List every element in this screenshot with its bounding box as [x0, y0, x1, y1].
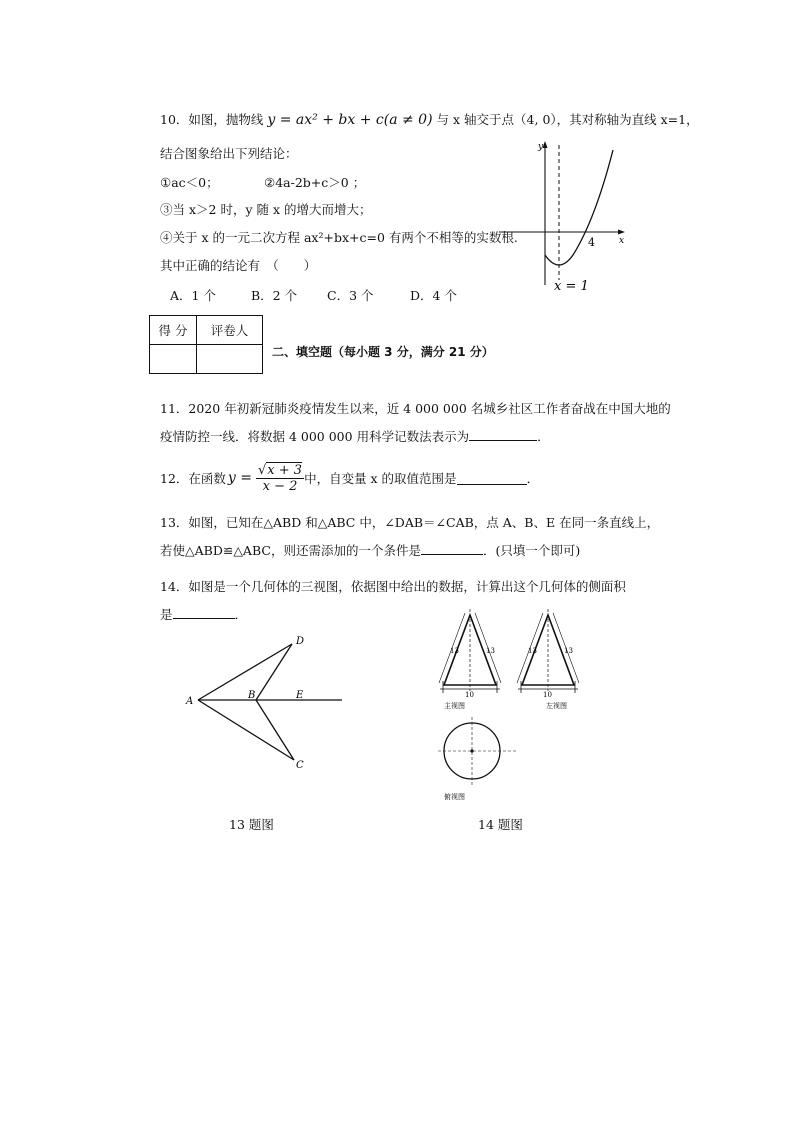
q12-numerator: √x + 3 [258, 462, 303, 478]
q13-answer-blank[interactable] [421, 542, 483, 555]
left-view [517, 609, 579, 699]
q14-end: ． [234, 607, 248, 622]
x-axis-arrow [618, 230, 625, 235]
q10-conclusion-1: ①ac＜0； [160, 175, 219, 190]
front-view-label: 主视图 [444, 702, 465, 710]
figure-14-caption: 14 题图 [478, 817, 523, 832]
q10-option-b: B．2 个 [251, 288, 298, 303]
section2-title: 二、填空题（每小题 3 分，满分 21 分） [272, 345, 494, 359]
score-header: 得 分 [150, 316, 197, 345]
q11-text: 疫情防控一线．将数据 4 000 000 用科学记数法表示为 [160, 429, 470, 444]
q12-end: ． [526, 471, 540, 486]
q14-text: 是 [160, 607, 173, 622]
q10-option-c: C．3 个 [327, 288, 374, 303]
q10-conclusion-4: ④关于 x 的一元二次方程 ax²+bx+c=0 有两个不相等的实数根. [160, 230, 518, 245]
q11-line1: 11．2020 年初新冠肺炎疫情发生以来，近 4 000 000 名城乡社区工作者奋战在中国大地的 [160, 401, 671, 416]
q14-line2 [160, 605, 247, 623]
left-side-label-right: 13 [564, 647, 573, 655]
q10-option-a: A．1 个 [170, 288, 216, 303]
symmetry-axis-label: x = 1 [554, 279, 589, 294]
top-view-label: 俯视图 [444, 793, 465, 801]
q11-end: ． [537, 429, 550, 444]
q12-line [160, 458, 539, 498]
y-axis-arrow [543, 141, 548, 148]
grader-header: 评卷人 [197, 316, 263, 345]
figure-14 [430, 605, 600, 805]
q12-radicand: x + 3 [267, 462, 303, 478]
label-a: A [186, 696, 194, 707]
q12-lhs: y = [227, 470, 252, 486]
top-view [438, 717, 516, 785]
parabola-curve [545, 150, 613, 265]
q14-answer-blank[interactable] [173, 606, 235, 619]
front-side-label-left: 13 [450, 647, 459, 655]
q12-denominator: x − 2 [262, 478, 298, 494]
q11-line2 [160, 427, 550, 445]
front-base-label: 10 [465, 691, 474, 699]
q10-line1 [160, 110, 699, 128]
q12-fraction [256, 463, 304, 494]
front-side-label-right: 13 [486, 647, 495, 655]
left-base-label: 10 [543, 691, 552, 699]
q11-answer-blank[interactable] [469, 428, 537, 441]
q10-conclusion-3: ③当 x＞2 时，y 随 x 的增大而增大； [160, 202, 372, 217]
q10-line2: 结合图象给出下列结论： [160, 146, 298, 161]
score-table [149, 315, 263, 374]
left-side-label-left: 13 [528, 647, 537, 655]
y-axis-label: y [538, 142, 544, 152]
q10-option-d: D．4 个 [410, 288, 457, 303]
grader-cell [197, 345, 263, 374]
q10-prompt: 其中正确的结论有 （ ） [160, 258, 317, 273]
arrow-shape [198, 644, 294, 760]
label-c: C [296, 760, 304, 771]
score-cell [150, 345, 197, 374]
label-b: B [248, 690, 256, 701]
x-axis-label: x [619, 236, 625, 246]
parabola-graph [495, 135, 635, 295]
q14-line1: 14．如图是一个几何体的三视图，依据图中给出的数据，计算出这个几何体的侧面积 [160, 579, 626, 594]
q13-line1: 13．如图，已知在△ABD 和△ABC 中，∠DAB＝∠CAB，点 A、B、E 在同一条直线上， [160, 515, 660, 530]
q10-stem-cont: 与 x 轴交于点（4, 0），其对称轴为直线 x=1， [436, 112, 699, 127]
front-view [439, 609, 501, 699]
q13-line2 [160, 541, 580, 559]
q12-answer-blank[interactable] [457, 472, 527, 485]
q10-conclusion-2: ②4a-2b+c＞0 ； [264, 175, 366, 190]
q13-text: 若使△ABD≌△ABC，则还需添加的一个条件是 [160, 543, 421, 558]
figure-13-caption: 13 题图 [229, 817, 274, 832]
q13-end: ．(只填一个即可) [482, 543, 581, 558]
q12-text: 12．在函数 [160, 471, 226, 486]
parabola-formula: y = ax² + bx + c(a ≠ 0) [267, 112, 433, 128]
root-label: 4 [588, 236, 595, 249]
label-d: D [296, 636, 305, 647]
q10-stem: 10．如图，抛物线 [160, 112, 264, 127]
left-view-label: 左视图 [546, 702, 567, 710]
q12-text-cont: 中，自变量 x 的取值范围是 [304, 471, 457, 486]
figure-13 [180, 632, 350, 772]
label-e: E [296, 690, 304, 701]
